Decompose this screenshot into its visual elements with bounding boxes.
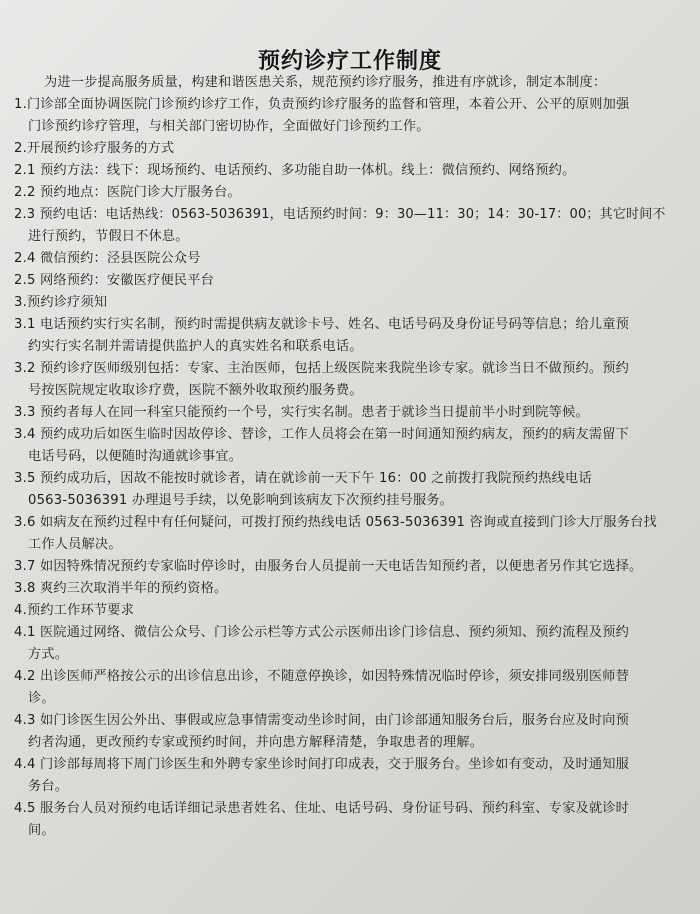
text-line: 2.5 网络预约：安徽医疗便民平台 <box>14 273 215 288</box>
text-line: 电话号码，以便随时沟通就诊事宜。 <box>28 449 243 464</box>
text-line: 2.3 预约电话：电话热线：0563-5036391，电话预约时间：9：30—11：30；14：30-17：00；其它时间不 <box>14 207 666 222</box>
text-line: 4.3 如门诊医生因公外出、事假或应急事情需变动坐诊时间，由门诊部通知服务台后，服务台应及时向预 <box>14 713 630 728</box>
text-line: 3.8 爽约三次取消半年的预约资格。 <box>14 581 228 596</box>
text-line: 3.6 如病友在预约过程中有任何疑问，可拨打预约热线电话 0563-5036391 咨询或直接到门诊大厅服务台找 <box>14 515 657 530</box>
text-line: 号按医院规定收取诊疗费，医院不额外收取预约服务费。 <box>28 383 363 398</box>
text-line: 3.预约诊疗须知 <box>14 295 108 310</box>
text-line: 务台。 <box>28 779 69 794</box>
text-line: 3.1 电话预约实行实名制，预约时需提供病友就诊卡号、姓名、电话号码及身份证号码等信息；给儿童预 <box>14 317 630 332</box>
text-line: 4.2 出诊医师严格按公示的出诊信息出诊，不随意停换诊，如因特殊情况临时停诊，须安排同级别医师替 <box>14 669 630 684</box>
text-line: 3.7 如因特殊情况预约专家临时停诊时，由服务台人员提前一天电话告知预约者，以便患者另作其它选择。 <box>14 559 643 574</box>
text-line: 3.5 预约成功后，因故不能按时就诊者，请在就诊前一天下午 16：00 之前拨打我院预约热线电话 <box>14 471 592 486</box>
text-line: 门诊预约诊疗管理，与相关部门密切协作，全面做好门诊预约工作。 <box>28 119 430 134</box>
text-line: 2.1 预约方法：线下：现场预约、电话预约、多功能自助一体机。线上：微信预约、网络预约。 <box>14 163 576 178</box>
text-line: 3.3 预约者每人在同一科室只能预约一个号，实行实名制。患者于就诊当日提前半小时到院等候。 <box>14 405 589 420</box>
text-line: 2.4 微信预约：泾县医院公众号 <box>14 251 201 266</box>
text-line: 0563-5036391 办理退号手续，以免影响到该病友下次预约挂号服务。 <box>28 493 454 508</box>
text-line: 4.1 医院通过网络、微信公众号、门诊公示栏等方式公示医师出诊门诊信息、预约须知、预约流程及预约 <box>14 625 630 640</box>
text-line: 约实行实名制并需请提供监护人的真实姓名和联系电话。 <box>28 339 363 354</box>
text-line: 4.4 门诊部每周将下周门诊医生和外聘专家坐诊时间打印成表，交于服务台。坐诊如有变动，及时通知服 <box>14 757 630 772</box>
text-line: 4.预约工作环节要求 <box>14 603 135 618</box>
text-line: 为进一步提高服务质量，构建和谐医患关系，规范预约诊疗服务，推进有序就诊，制定本制度： <box>44 75 607 90</box>
text-line: 2.2 预约地点：医院门诊大厅服务台。 <box>14 185 241 200</box>
document-title: 预约诊疗工作制度 <box>257 48 442 74</box>
document-body <box>14 72 674 842</box>
text-line: 方式。 <box>28 647 69 662</box>
text-line: 诊。 <box>28 691 55 706</box>
text-line: 3.2 预约诊疗医师级别包括：专家、主治医师，包括上级医院来我院坐诊专家。就诊当日不做预约。预约 <box>14 361 630 376</box>
text-line: 4.5 服务台人员对预约电话详细记录患者姓名、住址、电话号码、身份证号码、预约科室、专家及就诊时 <box>14 801 630 816</box>
text-line: 间。 <box>28 823 55 838</box>
text-line: 约者沟通，更改预约专家或预约时间，并向患方解释清楚，争取患者的理解。 <box>28 735 484 750</box>
text-line: 2.开展预约诊疗服务的方式 <box>14 141 175 156</box>
text-line: 进行预约，节假日不休息。 <box>28 229 189 244</box>
text-line: 1.门诊部全面协调医院门诊预约诊疗工作，负责预约诊疗服务的监督和管理，本着公开、公平的原则加强 <box>14 97 630 112</box>
text-line: 3.4 预约成功后如医生临时因故停诊、替诊，工作人员将会在第一时间通知预约病友，预约的病友需留下 <box>14 427 630 442</box>
text-line: 工作人员解决。 <box>28 537 122 552</box>
